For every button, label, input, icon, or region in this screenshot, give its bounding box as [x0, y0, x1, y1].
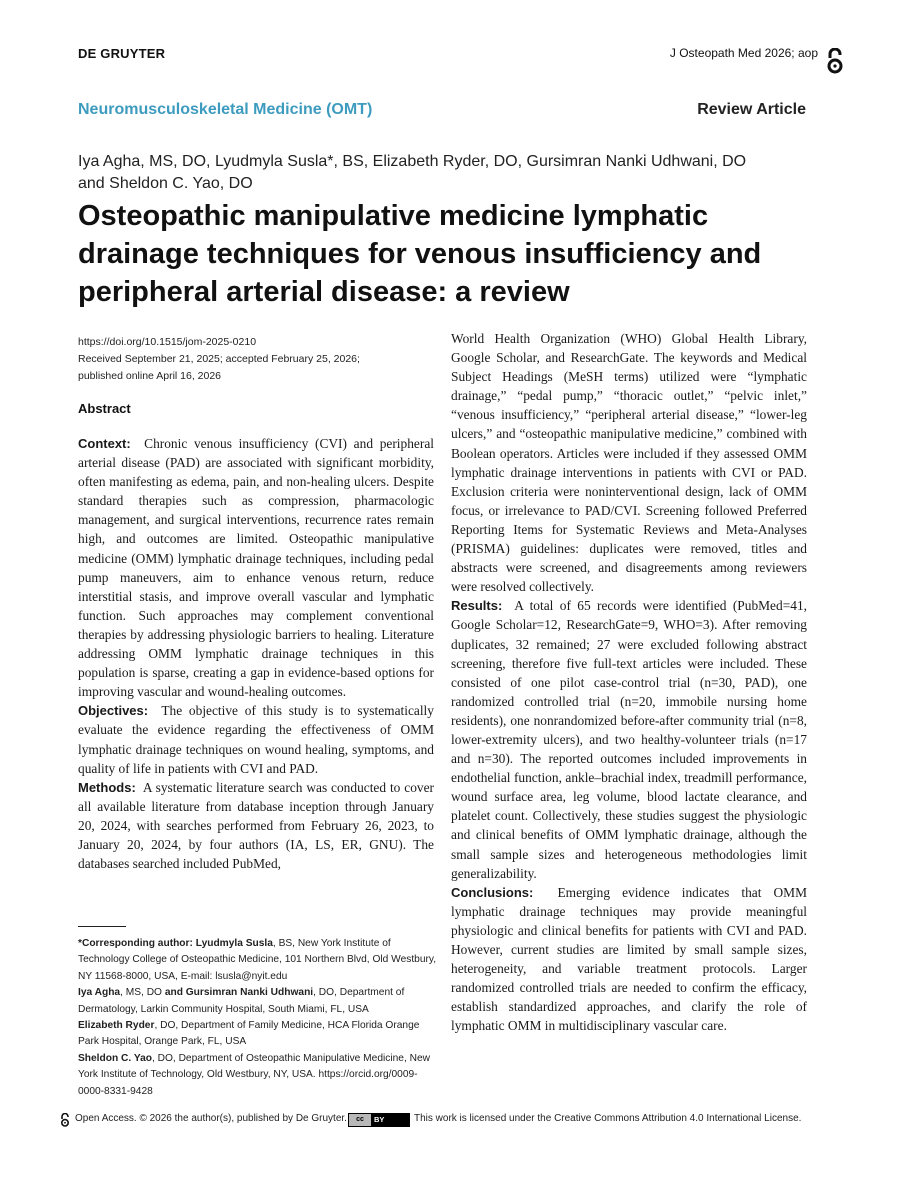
corresponding-author-label: *Corresponding author: Lyudmyla Susla — [78, 938, 273, 949]
objectives-label: Objectives: — [78, 703, 149, 719]
methods-text-left: A systematic literature search was conducted to cover all available literature from database inception through January 20, 2024, with searches performed from February 26, 2023, to January 20, 2024, by four authors (IA, LS, ER, GNU). The databases searched included PubMed, — [78, 779, 434, 872]
abstract-right-column — [451, 329, 807, 1035]
license-bar — [60, 1112, 820, 1128]
affiliation-mid: , MS, DO — [120, 987, 165, 999]
results-text: A total of 65 records were identified (PubMed=41, Google Scholar=12, ResearchGate=9, WHO=3). After removing duplicates, 32 remained; 27 were excluded following abstract screening, therefore five full-text articles were included. These consisted of one pilot case-control trial (n=30, PAD), one randomized controlled trial (n=20, immobile nursing home residents), one nonrandomized before-after community trial (n=8, lower-extremity ulcers), and two healthy-volunteer trials (n=17 and n=30). The reported outcomes included improvements in endothelial function, ankle–brachial index, treadmill performance, wound surface area, leg volume, blood lactate clearance, and platelet count. Collectively, these studies suggest the physiologic and clinical benefits of OMM lymphatic drainage, although the small sample sizes and heterogeneous methodologies limit generalizability. — [451, 598, 807, 881]
affiliation-ryder — [78, 1018, 438, 1051]
affiliation-text-agha-udhwani: , DO, Department of Dermatology, Larkin Community Hospital, South Miami, FL, USA — [78, 987, 405, 1015]
context-label: Context: — [78, 436, 131, 451]
results-paragraph — [451, 596, 807, 882]
affiliation-name-yao: Sheldon C. Yao — [78, 1052, 152, 1064]
by-label: BY — [374, 1115, 385, 1124]
open-access-statement: Open Access. © 2026 the author(s), published by De Gruyter. — [75, 1113, 347, 1124]
author-list: Iya Agha, MS, DO, Lyudmyla Susla*, BS, Elizabeth Ryder, DO, Gursimran Nanki Udhwani, DO and Sheldon C. Yao, DO — [78, 153, 747, 192]
article-title: Osteopathic manipulative medicine lymphatic drainage techniques for venous insufficiency and peripheral arterial disease: a review — [78, 200, 762, 308]
section-name: Neuromusculoskeletal Medicine (OMT) — [78, 101, 373, 118]
author-footnotes — [78, 936, 438, 1100]
doi-link[interactable]: https://doi.org/10.1515/jom-2025-0210 — [78, 336, 257, 348]
context-paragraph — [78, 434, 434, 701]
masthead — [78, 46, 822, 68]
footnote-divider — [78, 926, 126, 927]
affiliation-agha-udhwani — [78, 985, 438, 1018]
objectives-paragraph — [78, 701, 434, 777]
results-label: Results: — [451, 598, 503, 614]
affiliation-name-agha: Iya Agha — [78, 987, 121, 999]
conclusions-text: Emerging evidence indicates that OMM lymphatic drainage techniques may provide meaningful physiologic and clinical benefits for patients with CVI and PAD. However, current studies are limited by small sample sizes, heterogeneity, and variable treatment protocols. Larger randomized controlled trials are needed to confirm the efficacy, establish standardized approaches, and clarify the role of lymphatic OMM in multidisciplinary vascular care. — [451, 884, 807, 1034]
methods-paragraph — [78, 778, 434, 873]
affiliation-text-ryder: , DO, Department of Family Medicine, HCA Florida Orange Park Hospital, Orange Park, FL, USA — [78, 1020, 420, 1048]
cc-label: cc — [349, 1114, 371, 1126]
methods-label: Methods: — [78, 779, 136, 795]
cc-by-license-badge[interactable] — [348, 1113, 410, 1127]
affiliation-yao — [78, 1051, 438, 1100]
received-dates: Received September 21, 2025; accepted February 25, 2026; — [78, 353, 360, 365]
published-date: published online April 16, 2026 — [78, 370, 222, 382]
article-type: Review Article — [697, 101, 806, 118]
affiliation-name-ryder: Elizabeth Ryder — [78, 1020, 155, 1032]
open-access-icon — [826, 48, 844, 74]
publisher-name: DE GRUYTER — [78, 46, 166, 61]
corresponding-author-note — [78, 936, 438, 985]
affiliation-text-yao: , DO, Department of Osteopathic Manipulative Medicine, New York Institute of Technology, Old Westbury, NY, USA. https://orcid.org/0009-0000-8331-9428 — [78, 1052, 430, 1097]
conclusions-label: Conclusions: — [451, 884, 534, 900]
license-statement: This work is licensed under the Creative Commons Attribution 4.0 International License. — [414, 1113, 802, 1124]
publication-info — [78, 334, 418, 385]
context-text: Chronic venous insufficiency (CVI) and peripheral arterial disease (PAD) are associated with significant morbidity, often manifesting as edema, pain, and non-healing ulcers. Despite standard therapies such as compression, pharmacologic management, and surgical interventions, recurrence rates remain high, and outcomes are limited. Osteopathic manipulative medicine (OMM) lymphatic drainage techniques, including pedal pump maneuvers, aim to enhance venous return, reduce interstitial stasis, and improve overall vascular and lymphatic function. Such approaches may complement conventional therapies by addressing physiologic barriers to healing. Literature addressing OMM lymphatic drainage techniques in this population is sparse, creating a gap in evidence-based options for improving vascular and wound-healing outcomes. — [78, 436, 434, 700]
objectives-text: The objective of this study is to systematically evaluate the evidence regarding the effectiveness of OMM lymphatic drainage techniques on wound healing, symptoms, and quality of life in patients with CVI and PAD. — [78, 703, 434, 776]
journal-reference: J Osteopath Med 2026; aop — [669, 46, 818, 60]
affiliation-name-udhwani: and Gursimran Nanki Udhwani — [164, 987, 314, 999]
corresponding-author-text: , BS, New York Institute of Technology College of Osteopathic Medicine, 101 Northern Blvd, Old Westbury, NY 11568-8000, USA, E-mail: lsusla@nyit.edu — [78, 938, 437, 982]
conclusions-paragraph — [451, 883, 807, 1036]
methods-continued: World Health Organization (WHO) Global Health Library, Google Scholar, and ResearchGate. The keywords and Medical Subject Headings (MeSH terms) utilized were “lymphatic drainage,” “pedal pump,” “thoracic outlet,” “pelvic inlet,” “venous insufficiency,” “peripheral arterial disease,” “lower-leg ulcers,” and “osteopathic manipulative medicine,” combined with Boolean operators. Articles were included if they assessed OMM lymphatic drainage interventions in patients with CVI or PAD. Exclusion criteria were noninterventional design, lack of OMM focus, or irrelevance to PAD/CVI. Screening followed Preferred Reporting Items for Systematic Reviews and Meta-Analyses (PRISMA) guidelines: duplicates were removed, titles and abstracts were screened, and disagreements among reviewers were resolved collectively. — [451, 331, 807, 595]
abstract-left-column — [78, 434, 434, 873]
abstract-heading: Abstract — [78, 401, 131, 416]
open-access-icon — [60, 1113, 70, 1127]
